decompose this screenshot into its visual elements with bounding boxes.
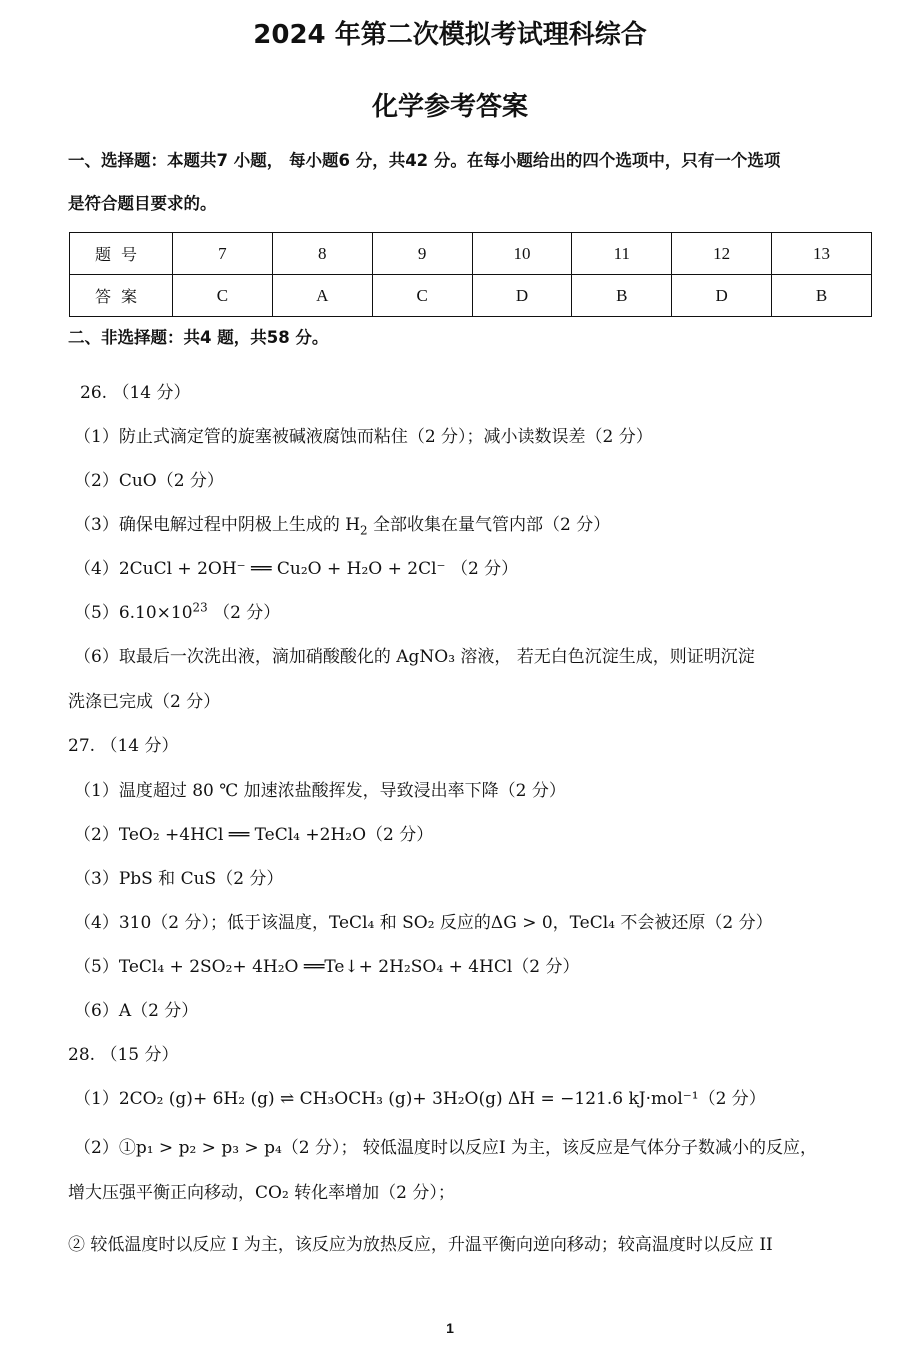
answer-table	[69, 232, 872, 317]
q27-answer-4: （4）310（2 分）；低于该温度，TeCl₄ 和 SO₂ 反应的ΔG > 0，TeCl₄ 不会被还原（2 分）	[74, 913, 773, 933]
q28-answer-2-line1: （2）①p₁ > p₂ > p₃ > p₄（2 分）； 较低温度时以反应I 为主，该反应是气体分子数减小的反应，	[74, 1138, 818, 1158]
q26-heading: 26. （14 分）	[80, 383, 191, 403]
q27-answer-6: （6）A（2 分）	[74, 1001, 199, 1021]
document-subtitle: 化学参考答案	[371, 92, 528, 122]
table-row-numbers	[70, 233, 872, 275]
q26-answer-6-line1: （6）取最后一次洗出液，滴加硝酸酸化的 AgNO₃ 溶液， 若无白色沉淀生成，则证明沉淀	[74, 647, 755, 667]
q27-answer-3: （3）PbS 和 CuS（2 分）	[74, 869, 284, 889]
q27-heading: 27. （14 分）	[68, 736, 179, 756]
table-cell: D	[472, 275, 572, 317]
q26-answer-6-line2: 洗涤已完成（2 分）	[68, 692, 221, 712]
document-title: 2024 年第二次模拟考试理科综合	[253, 20, 647, 50]
table-cell: 12	[672, 233, 772, 275]
q26-answer-5-superscript: 23	[192, 600, 208, 615]
page-number: 1	[446, 1320, 454, 1336]
table-cell: B	[772, 275, 872, 317]
table-cell: 8	[272, 233, 372, 275]
q26-answer-5-text-tail: （2 分）	[207, 603, 281, 623]
table-cell: 11	[572, 233, 672, 275]
q26-answer-3-subscript: 2	[360, 523, 368, 538]
table-cell: D	[672, 275, 772, 317]
q27-answer-2: （2）TeO₂ +4HCl ══ TeCl₄ +2H₂O（2 分）	[74, 825, 434, 845]
table-cell: A	[272, 275, 372, 317]
table-cell: B	[572, 275, 672, 317]
table-cell: C	[173, 275, 273, 317]
q28-answer-1: （1）2CO₂ (g)+ 6H₂ (g) ⇌ CH₃OCH₃ (g)+ 3H₂O(g) ΔH = −121.6 kJ·mol⁻¹（2 分）	[74, 1089, 766, 1109]
answer-label: 答案	[70, 275, 173, 317]
section2-heading: 二、非选择题：共4 题，共58 分。	[68, 328, 329, 347]
q26-answer-5-text: （5）6.10×10	[74, 603, 193, 623]
table-cell: 10	[472, 233, 572, 275]
table-cell: 9	[372, 233, 472, 275]
table-cell: 13	[772, 233, 872, 275]
section1-instructions-line2: 是符合题目要求的。	[68, 194, 217, 213]
q27-answer-1: （1）温度超过 80 ℃ 加速浓盐酸挥发，导致浸出率下降（2 分）	[74, 781, 566, 801]
q26-answer-1: （1）防止式滴定管的旋塞被碱液腐蚀而粘住（2 分）；减小读数误差（2 分）	[74, 427, 653, 447]
q26-answer-3-text: （3）确保电解过程中阴极上生成的 H	[74, 515, 361, 535]
q26-answer-2: （2）CuO（2 分）	[74, 471, 224, 491]
q26-answer-3	[74, 510, 611, 538]
q28-answer-2-line2: 增大压强平衡正向移动，CO₂ 转化率增加（2 分）；	[68, 1183, 455, 1203]
table-cell: C	[372, 275, 472, 317]
q27-answer-5: （5）TeCl₄ + 2SO₂+ 4H₂O ══Te↓+ 2H₂SO₄ + 4HCl（2 分）	[74, 957, 580, 977]
q28-answer-2-line3: ② 较低温度时以反应 I 为主，该反应为放热反应，升温平衡向逆向移动；较高温度时以反应 II	[68, 1235, 773, 1255]
q26-answer-3-text-tail: 全部收集在量气管内部（2 分）	[367, 515, 611, 535]
table-cell: 7	[173, 233, 273, 275]
q28-heading: 28. （15 分）	[68, 1045, 179, 1065]
table-row-answers	[70, 275, 872, 317]
q26-answer-5	[74, 598, 280, 623]
section1-instructions-line1: 一、选择题：本题共7 小题， 每小题6 分，共42 分。在每小题给出的四个选项中，只有一个选项	[68, 151, 781, 170]
question-number-label: 题号	[70, 233, 173, 275]
q26-answer-4: （4）2CuCl + 2OH⁻ ══ Cu₂O + H₂O + 2Cl⁻ （2 分）	[74, 559, 519, 579]
